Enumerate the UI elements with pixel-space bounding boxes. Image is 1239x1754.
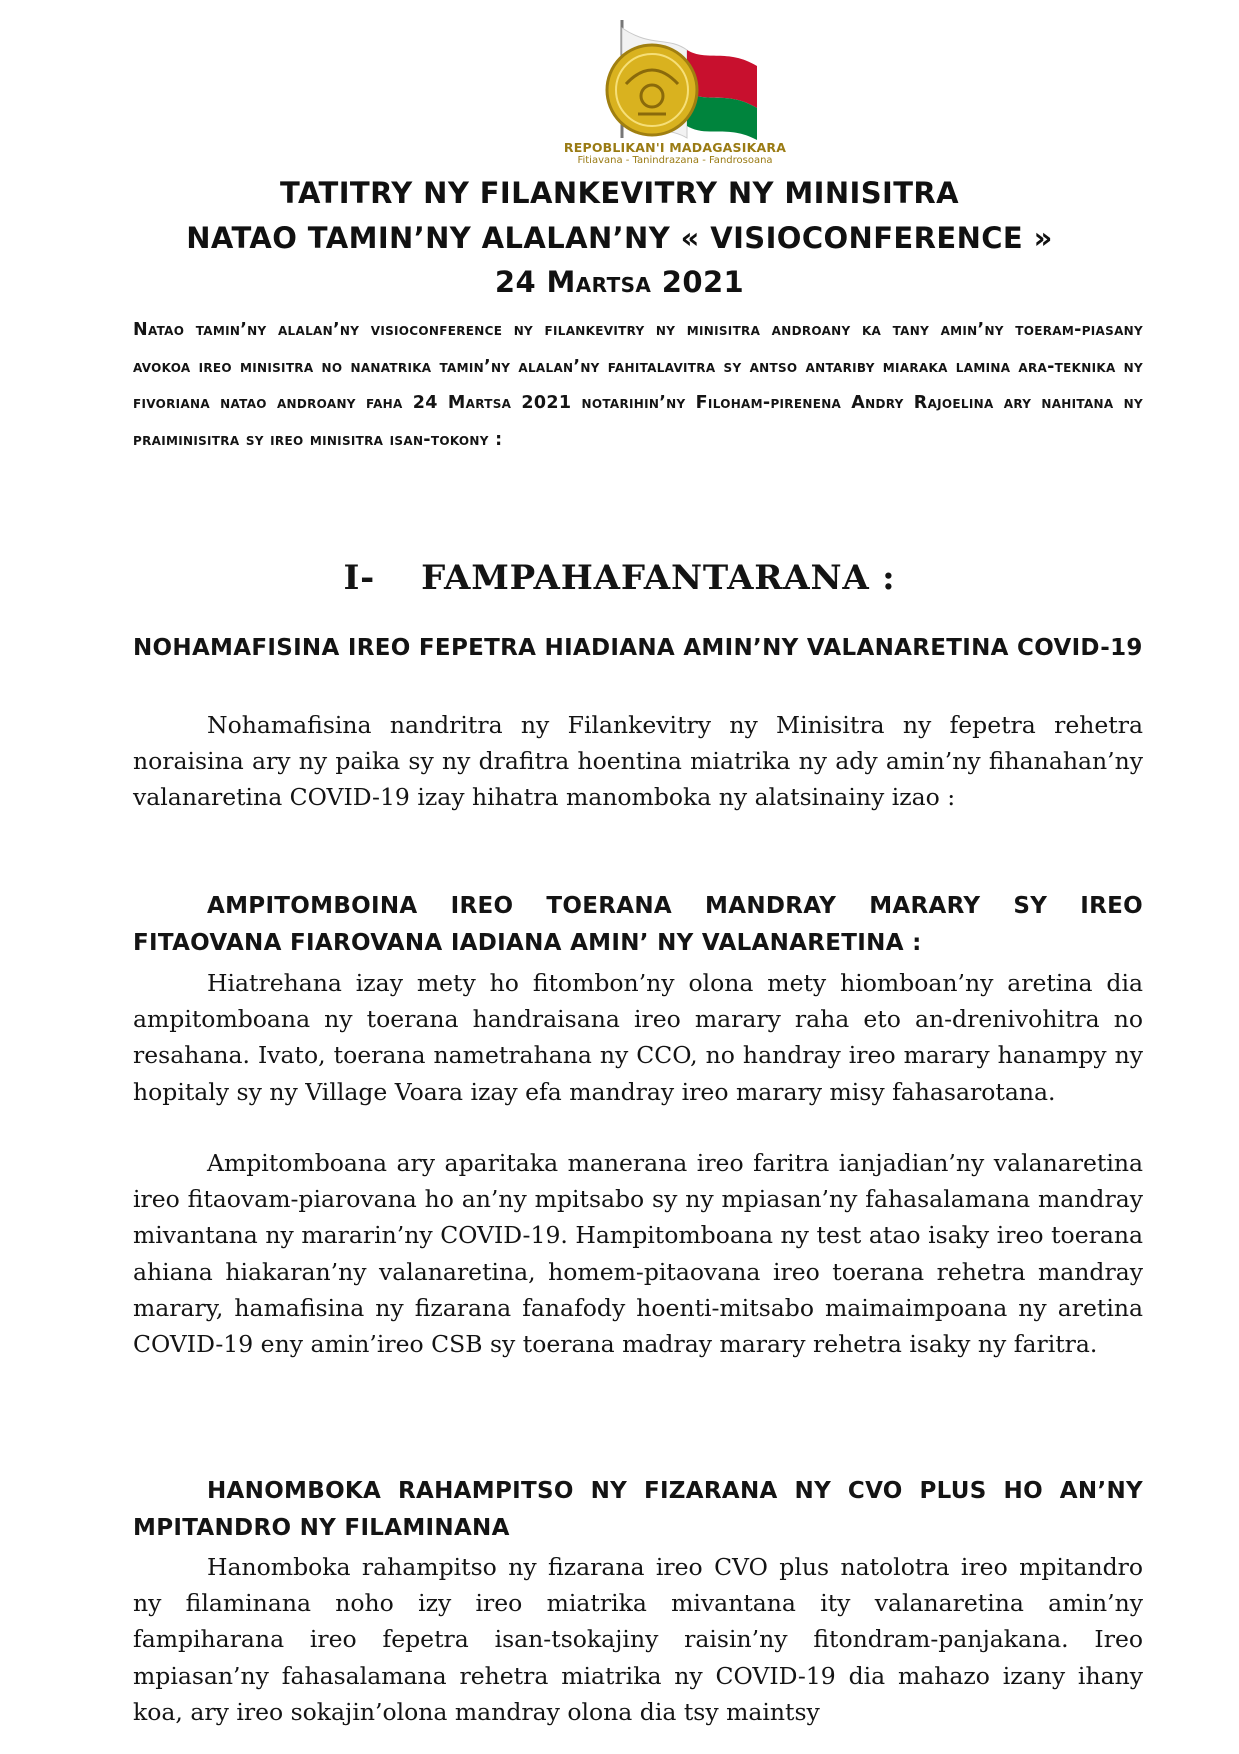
section-number: I- <box>343 558 376 598</box>
section-heading <box>0 558 1239 598</box>
seal-disc <box>607 45 697 135</box>
seal-and-flag-icon <box>592 18 812 143</box>
intro-paragraph: Natao tamin’ny alalan’ny visioconference ny filankevitry ny minisitra androany ka tany amin’ny toeram-piasany avokoa ireo minisitra no nanatrika tamin’ny alalan’ny fahitalavitra sy antso antariby miaraka lamina ara-teknika ny fivoriana natao androany faha 24 Martsa 2021 notarihin’ny Filoham-pirenena Andry Rajoelina ary nahitana ny praiminisitra sy ireo minisitra isan-tokony : <box>133 320 1143 450</box>
report-date <box>0 265 1239 299</box>
logo-caption-motto: Fitiavana - Tanindrazana - Fandrosoana <box>577 155 773 166</box>
paragraph-cvo-plus: Hanomboka rahampitso ny fizarana ireo CVO plus natolotra ireo mpitandro ny filaminana noho izy ireo miatrika mivantana ity valanaretina amin’ny fampiharana ireo fepetra isan-tsokajiny raisin’ny fitondram-panjakana. Ireo mpiasan’ny fahasalamana rehetra miatrika ny COVID-19 dia mahazo izany ihany koa, ary ireo sokajin’olona mandray olona dia tsy maintsy <box>133 1553 1143 1726</box>
report-date-month: Martsa <box>546 265 652 299</box>
report-title-line1: TATITRY NY FILANKEVITRY NY MINISITRA <box>280 176 959 210</box>
heading-cvo-plus-distribution: HANOMBOKA RAHAMPITSO NY FIZARANA NY CVO PLUS HO AN’NY MPITANDRO NY FILAMINANA <box>133 1478 1143 1541</box>
paragraph-patient-capacity: Hiatrehana izay mety ho fitombon’ny olona mety hiomboan’ny aretina dia ampitomboana ny toerana handraisana ireo marary raha eto an-drenivohitra no resahana. Ivato, toerana nametrahana ny CCO, no handray ireo marary hanampy ny hopitaly sy ny Village Voara izay efa mandray ireo marary misy fahasarotana. <box>133 969 1143 1106</box>
report-date-day: 24 <box>494 265 537 299</box>
report-title-line2: NATAO TAMIN’NY ALALAN’NY « VISIOCONFERENCE » <box>186 221 1053 255</box>
heading-increase-beds-equipment: AMPITOMBOINA IREO TOERANA MANDRAY MARARY SY IREO FITAOVANA FIAROVANA IADIANA AMIN’ NY VALANARETINA : <box>133 893 1143 956</box>
report-date-year: 2021 <box>661 265 745 299</box>
section-title: FAMPAHAFANTARANA : <box>421 558 896 598</box>
heading-measures-reinforced: NOHAMAFISINA IREO FEPETRA HIADIANA AMIN’NY VALANARETINA COVID-19 <box>133 635 1143 661</box>
logo-caption-republic: REPOBLIKAN'I MADAGASIKARA <box>563 140 787 155</box>
coat-of-arms-logo <box>563 18 812 168</box>
paragraph-protective-equipment: Ampitomboana ary aparitaka manerana ireo faritra ianjadian’ny valanaretina ireo fitaovam-piarovana ho an’ny mpitsabo sy ny mpiasan’ny fahasalamana mandray mivantana ny mararin’ny COVID-19. Hampitomboana ny test atao isaky ireo toerana ahiana hiakaran’ny valanaretina, homem-pitaovana ireo toerana rehetra mandray marary, hamafisina ny fizarana fanafody hoenti-mitsabo maimaimpoana ny aretina COVID-19 eny amin’ireo CSB sy toerana madray marary rehetra isaky ny faritra. <box>133 1149 1143 1359</box>
paragraph-measures: Nohamafisina nandritra ny Filankevitry ny Minisitra ny fepetra rehetra noraisina ary ny paika sy ny drafitra hoentina miatrika ny ady amin’ny fihanahan’ny valanaretina COVID-19 izay hihatra manomboka ny alatsinainy izao : <box>133 711 1143 812</box>
